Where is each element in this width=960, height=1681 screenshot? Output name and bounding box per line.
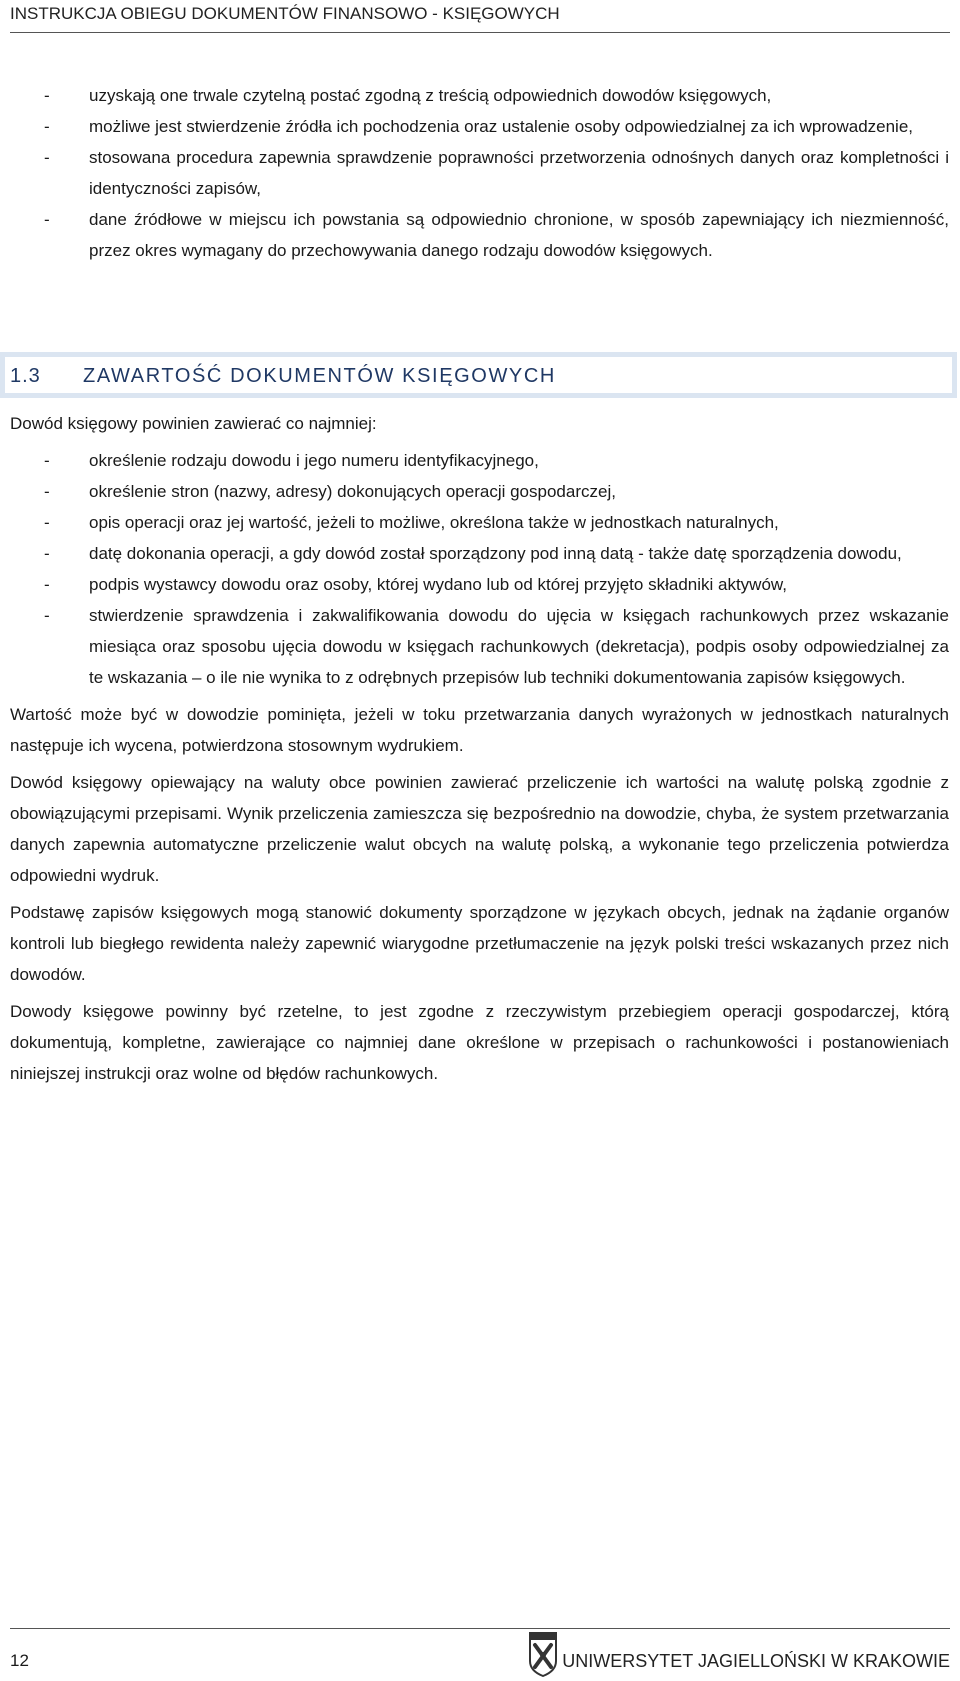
list-bullet: - bbox=[44, 513, 50, 532]
list-bullet: - bbox=[44, 451, 50, 470]
section-heading bbox=[0, 352, 957, 398]
list-bullet: - bbox=[44, 575, 50, 594]
list-bullet: - bbox=[44, 606, 50, 625]
list-item: - datę dokonania operacji, a gdy dowód został sporządzony pod inną datą - także datę sporządzenia dowodu, bbox=[10, 538, 949, 569]
page-header bbox=[10, 2, 950, 33]
list-bullet: - bbox=[44, 544, 50, 563]
list-bullet: - bbox=[44, 210, 50, 229]
list-item: - określenie rodzaju dowodu i jego numeru identyfikacyjnego, bbox=[10, 445, 949, 476]
paragraph-reliability: Dowody księgowe powinny być rzetelne, to jest zgodne z rzeczywistym przebiegiem operacji gospodarczej, którą dokumentują, kompletne, zawierające co najmniej dane określone w przepisach o rachunkowości i postanowieniach niniejszej instrukcji oraz wolne od błędów rachunkowych. bbox=[10, 1002, 949, 1083]
page-number: 12 bbox=[10, 1651, 29, 1670]
paragraph-value-omission: Wartość może być w dowodzie pominięta, jeżeli w toku przetwarzania danych wyrażonych w jednostkach naturalnych następuje ich wycena, potwierdzona stosownym wydrukiem. bbox=[10, 705, 949, 755]
list-item: - możliwe jest stwierdzenie źródła ich pochodzenia oraz ustalenie osoby odpowiedzialnej za ich wprowadzenie, bbox=[10, 111, 949, 142]
list-bullet: - bbox=[44, 117, 50, 136]
contents-list bbox=[10, 445, 949, 693]
requirements-list bbox=[10, 80, 949, 266]
university-name: UNIWERSYTET JAGIELLOŃSKI W KRAKOWIE bbox=[562, 1651, 950, 1671]
list-bullet: - bbox=[44, 86, 50, 105]
section-number: 1.3 bbox=[10, 365, 41, 387]
list-bullet: - bbox=[44, 148, 50, 167]
list-item: - uzyskają one trwale czytelną postać zgodną z treścią odpowiednich dowodów księgowych, bbox=[10, 80, 949, 111]
list-item: - stosowana procedura zapewnia sprawdzenie poprawności przetworzenia odnośnych danych oraz kompletności i identyczności zapisów, bbox=[10, 142, 949, 204]
page-footer bbox=[10, 1628, 950, 1681]
list-item: - podpis wystawcy dowodu oraz osoby, której wydano lub od której przyjęto składniki aktywów, bbox=[10, 569, 949, 600]
list-item: - stwierdzenie sprawdzenia i zakwalifikowania dowodu do ujęcia w księgach rachunkowych przez wskazanie miesiąca oraz sposobu ujęcia dowodu w księgach rachunkowych (dekretacja), podpis osoby odpowiedzialnej za te wskazania – o ile nie wynika to z odrębnych przepisów lub techniki dokumentowania zapisów księgowych. bbox=[10, 600, 949, 693]
page-content bbox=[10, 80, 949, 1089]
list-item: - dane źródłowe w miejscu ich powstania są odpowiednio chronione, w sposób zapewniający ich niezmienność, przez okres wymagany do przechowywania danego rodzaju dowodów księgowych. bbox=[10, 204, 949, 266]
section-intro: Dowód księgowy powinien zawierać co najmniej: bbox=[10, 414, 377, 433]
document-title: INSTRUKCJA OBIEGU DOKUMENTÓW FINANSOWO - KSIĘGOWYCH bbox=[10, 4, 560, 23]
section-title: ZAWARTOŚĆ DOKUMENTÓW KSIĘGOWYCH bbox=[83, 365, 556, 387]
paragraph-foreign-currency: Dowód księgowy opiewający na waluty obce powinien zawierać przeliczenie ich wartości na walutę polską zgodnie z obowiązującymi przepisami. Wynik przeliczenia zamieszcza się bezpośrednio na dowodzie, chyba, że system przetwarzania danych zapewnia automatyczne przeliczenie walut obcych na walutę polską, a wykonanie tego przeliczenia potwierdza odpowiedni wydruk. bbox=[10, 773, 949, 885]
list-item: - określenie stron (nazwy, adresy) dokonujących operacji gospodarczej, bbox=[10, 476, 949, 507]
university-crest-icon bbox=[526, 1631, 560, 1677]
list-bullet: - bbox=[44, 482, 50, 501]
paragraph-foreign-language: Podstawę zapisów księgowych mogą stanowić dokumenty sporządzone w językach obcych, jednak na żądanie organów kontroli lub biegłego rewidenta należy zapewnić wiarygodne przetłumaczenie na język polski treści wskazanych przez nich dowodów. bbox=[10, 903, 949, 984]
list-item: - opis operacji oraz jej wartość, jeżeli to możliwe, określona także w jednostkach naturalnych, bbox=[10, 507, 949, 538]
